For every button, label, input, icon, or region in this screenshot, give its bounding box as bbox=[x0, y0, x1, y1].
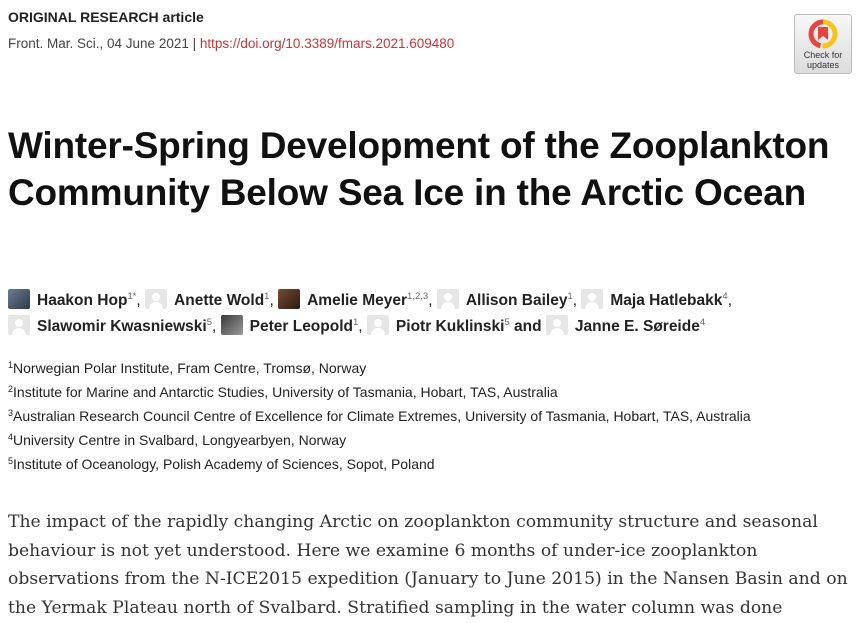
affiliation-text: University Centre in Svalbard, Longyearbyen, Norway bbox=[13, 432, 347, 448]
badge-line1: Check for bbox=[803, 50, 843, 60]
author-name: Peter Leopold bbox=[249, 317, 353, 335]
affiliation-number: 4 bbox=[8, 432, 14, 442]
affiliation-item bbox=[8, 452, 751, 476]
author-affiliation-ref: 1 bbox=[264, 291, 270, 302]
avatar-placeholder-icon bbox=[581, 289, 603, 309]
affiliation-text: Institute of Oceanology, Polish Academy of Sciences, Sopot, Poland bbox=[13, 456, 435, 472]
author-item[interactable] bbox=[367, 318, 510, 335]
author-name: Slawomir Kwasniewski bbox=[37, 317, 207, 335]
avatar-placeholder-icon bbox=[437, 289, 459, 309]
author-affiliation-ref: 1 bbox=[353, 316, 359, 328]
author-item[interactable] bbox=[8, 318, 212, 335]
affiliation-item bbox=[8, 404, 751, 428]
author-item[interactable] bbox=[546, 318, 705, 335]
author-separator: , bbox=[269, 292, 279, 309]
affiliation-text: Australian Research Council Centre of Excellence for Climate Extremes, University of Tasmania, Hobart, TAS, Australia bbox=[13, 408, 751, 424]
author-separator: and bbox=[509, 317, 546, 335]
author-separator: , bbox=[212, 317, 221, 335]
article-type: ORIGINAL RESEARCH article bbox=[8, 9, 204, 25]
author-separator: , bbox=[358, 317, 367, 335]
affiliation-number: 1 bbox=[8, 360, 14, 370]
author-name: Piotr Kuklinski bbox=[395, 317, 505, 335]
affiliation-text: Norwegian Polar Institute, Fram Centre, Tromsø, Norway bbox=[13, 360, 367, 376]
author-name: Allison Bailey bbox=[465, 292, 568, 309]
article-meta bbox=[8, 36, 454, 51]
author-photo-icon bbox=[278, 289, 300, 309]
author-affiliation-ref: 1* bbox=[127, 291, 137, 302]
author-list bbox=[8, 288, 853, 339]
author-affiliation-ref: 5 bbox=[206, 316, 213, 328]
author-item[interactable] bbox=[278, 292, 428, 309]
author-photo-icon bbox=[221, 315, 243, 335]
author-name: Maja Hatlebakk bbox=[610, 292, 723, 309]
article-title: Winter-Spring Development of the Zooplankton Community Below Sea Ice in the Arctic Ocean bbox=[8, 125, 830, 213]
author-separator: , bbox=[428, 292, 437, 309]
author-separator: , bbox=[727, 292, 732, 309]
author-item[interactable] bbox=[437, 292, 573, 309]
check-for-updates-button[interactable] bbox=[794, 14, 852, 74]
author-name: Amelie Meyer bbox=[307, 292, 408, 309]
journal-date: Front. Mar. Sci., 04 June 2021 bbox=[8, 36, 189, 51]
avatar-placeholder-icon bbox=[145, 289, 167, 309]
avatar-placeholder-icon bbox=[8, 315, 30, 335]
author-separator: , bbox=[136, 292, 146, 309]
author-item[interactable] bbox=[8, 292, 136, 309]
affiliation-number: 3 bbox=[8, 408, 14, 418]
affiliation-list bbox=[8, 356, 751, 476]
abstract-text: The impact of the rapidly changing Arctic on zooplankton community structure and seasonal behaviour is not yet understood. Here we examine 6 months of under-ice zooplankton observations from the N-ICE2015 expedition (January to June 2015) in the Nansen Basin and on the Yermak Plateau north of Svalbard. Stratified sampling in the water column was done bbox=[8, 512, 848, 618]
check-for-updates-icon bbox=[808, 19, 838, 49]
author-name: Haakon Hop bbox=[37, 292, 128, 309]
author-photo-icon bbox=[8, 289, 30, 309]
badge-line2: updates bbox=[806, 60, 840, 70]
affiliation-number: 2 bbox=[8, 384, 14, 394]
author-affiliation-ref: 1 bbox=[567, 291, 573, 302]
author-name: Janne E. Søreide bbox=[574, 317, 700, 335]
meta-separator: | bbox=[188, 36, 200, 51]
affiliation-text: Institute for Marine and Antarctic Studies, University of Tasmania, Hobart, TAS, Australia bbox=[13, 384, 558, 400]
author-affiliation-ref: 5 bbox=[504, 316, 510, 328]
author-item[interactable] bbox=[581, 292, 727, 309]
affiliation-item bbox=[8, 380, 751, 404]
avatar-placeholder-icon bbox=[367, 315, 389, 335]
affiliation-item bbox=[8, 356, 751, 380]
author-affiliation-ref: 1,2,3 bbox=[407, 291, 429, 302]
affiliation-number: 5 bbox=[8, 456, 14, 466]
doi-link[interactable]: https://doi.org/10.3389/fmars.2021.609480 bbox=[199, 36, 455, 51]
avatar-placeholder-icon bbox=[546, 315, 568, 335]
author-item[interactable] bbox=[221, 318, 359, 335]
author-affiliation-ref: 4 bbox=[722, 291, 728, 302]
author-separator: , bbox=[572, 292, 582, 309]
affiliation-item bbox=[8, 428, 751, 452]
author-name: Anette Wold bbox=[174, 292, 265, 309]
author-affiliation-ref: 4 bbox=[699, 316, 706, 328]
author-item[interactable] bbox=[145, 292, 269, 309]
